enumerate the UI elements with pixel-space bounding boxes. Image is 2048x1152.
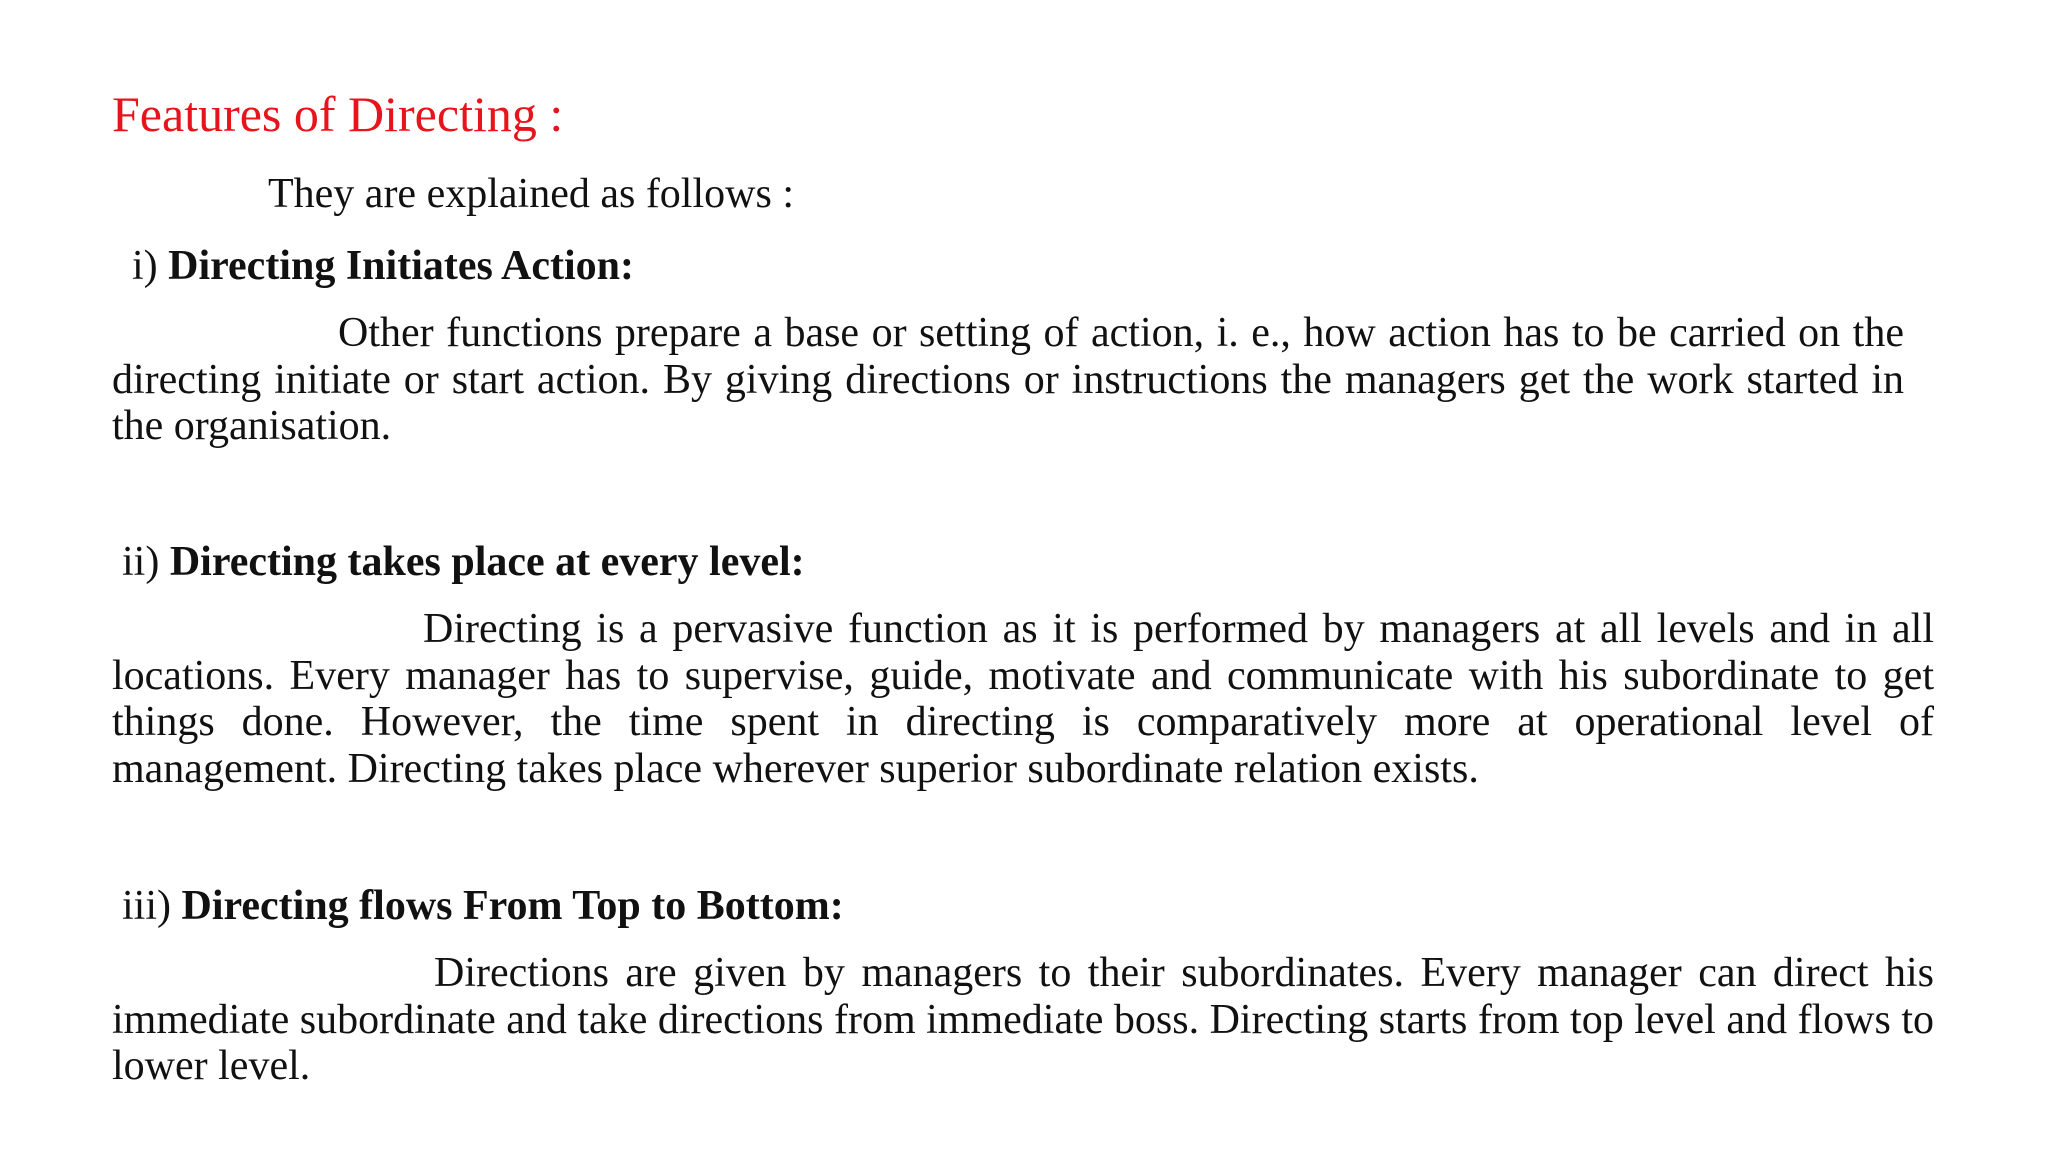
feature-heading-1	[132, 240, 634, 292]
intro-text: They are explained as follows :	[268, 171, 794, 217]
feature-title-1: Directing Initiates Action:	[168, 243, 634, 289]
feature-heading-2	[122, 536, 805, 588]
feature-text-2: Directing is a pervasive function as it is performed by managers at all levels and in all locations. Every manager has to supervise, guide, motivate and communicate with his subordinate to get things done. However, the time spent in directing is comparatively more at operational level of management. Directing takes place wherever superior subordinate relation exists.	[112, 606, 1934, 792]
slide-title: Features of Directing :	[112, 86, 564, 142]
feature-heading-3	[122, 880, 844, 932]
feature-title-2: Directing takes place at every level:	[169, 539, 805, 585]
feature-number-3: iii)	[122, 883, 171, 929]
feature-number-1: i)	[132, 243, 158, 289]
feature-paragraph-1	[112, 310, 1904, 450]
feature-paragraph-3	[112, 950, 1934, 1090]
feature-number-2: ii)	[122, 539, 160, 585]
feature-title-3: Directing flows From Top to Bottom:	[181, 883, 844, 929]
feature-text-1: Other functions prepare a base or setting of action, i. e., how action has to be carried on the directing initiate or start action. By giving directions or instructions the managers get the work started in the organisation.	[112, 310, 1904, 449]
feature-paragraph-2	[112, 606, 1934, 792]
feature-text-3: Directions are given by managers to their subordinates. Every manager can direct his immediate subordinate and take directions from immediate boss. Directing starts from top level and flows to lower level.	[112, 950, 1934, 1089]
